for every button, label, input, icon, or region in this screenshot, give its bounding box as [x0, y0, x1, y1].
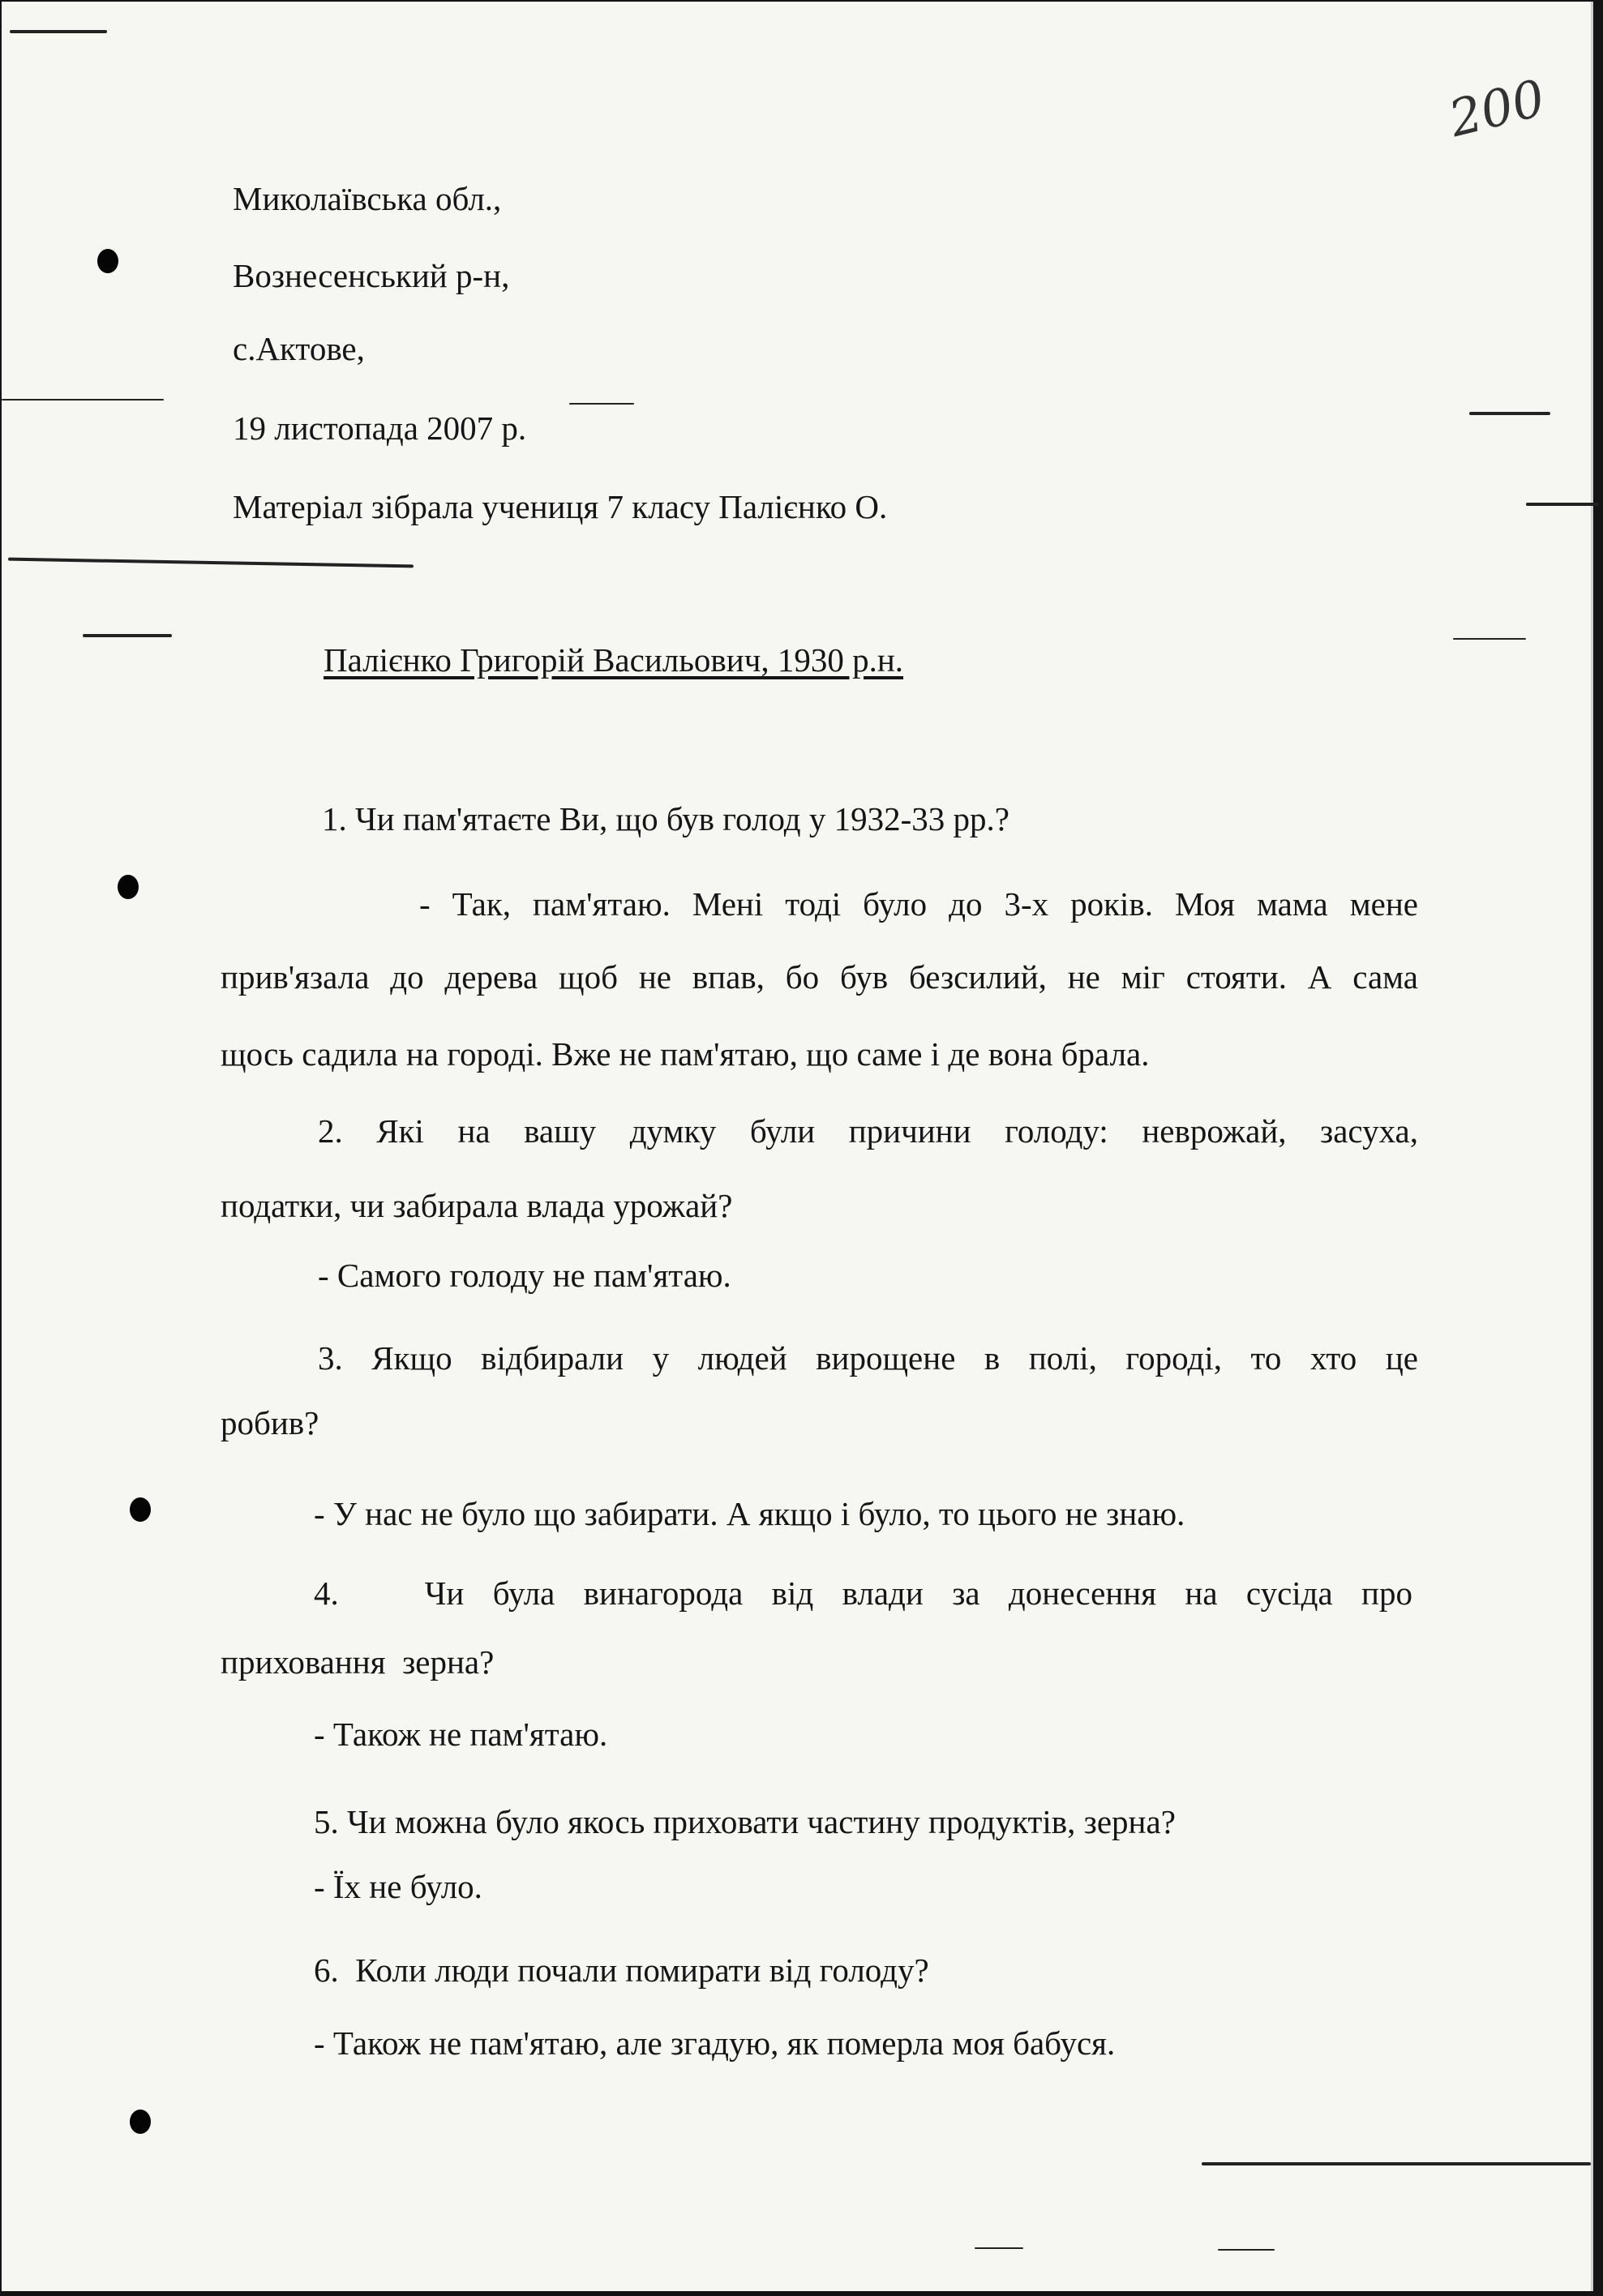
answer-1-line-2: прив'язала до дерева щоб не впав, бо був безсилий, не міг стояти. А сама: [221, 958, 1418, 996]
answer-6: - Також не пам'ятаю, але згадую, як померла моя бабуся.: [314, 2024, 1116, 2062]
scan-mark: [569, 403, 634, 405]
header-village: с.Актове,: [233, 330, 365, 367]
question-2-line-1: 2. Які на вашу думку були причини голоду: неврожай, засуха,: [318, 1112, 1418, 1150]
scan-mark: [1218, 2249, 1275, 2251]
header-collector: Матеріал зібрала учениця 7 класу Палієнко О.: [233, 488, 888, 525]
scan-mark: [10, 30, 107, 33]
answer-1-line-1: - Так, пам'ятаю. Мені тоді було до 3-х років. Моя мама мене: [419, 885, 1418, 923]
question-6: 6. Коли люди почали помирати від голоду?: [314, 1951, 929, 1989]
answer-3: - У нас не було що забирати. А якщо і було, то цього не знаю.: [314, 1495, 1185, 1532]
scan-mark: [1453, 638, 1526, 640]
answer-5: - Їх не було.: [314, 1868, 482, 1905]
header-district: Вознесенський р-н,: [233, 257, 510, 294]
scan-mark: [1526, 503, 1599, 506]
scan-mark: [975, 2247, 1023, 2249]
scan-mark: [1469, 412, 1550, 415]
header-region: Миколаївська обл.,: [233, 180, 502, 217]
question-3-line-1: 3. Якщо відбирали у людей вирощене в полі, городі, то хто це: [318, 1339, 1418, 1377]
punch-hole-2: [118, 875, 139, 899]
question-1: 1. Чи пам'ятаєте Ви, що був голод у 1932-33 рр.?: [322, 800, 1010, 837]
question-3-line-2: робив?: [221, 1404, 319, 1441]
question-5: 5. Чи можна було якось приховати частину продуктів, зерна?: [314, 1803, 1176, 1840]
punch-hole-1: [97, 249, 118, 273]
question-4-line-1: 4. Чи була винагорода від влади за донесення на сусіда про: [314, 1574, 1412, 1612]
scan-mark: [8, 558, 414, 568]
scan-mark: [83, 634, 172, 637]
answer-2: - Самого голоду не пам'ятаю.: [318, 1257, 731, 1294]
document-page: [2, 2, 1593, 2291]
answer-4: - Також не пам'ятаю.: [314, 1716, 608, 1753]
header-date: 19 листопада 2007 р.: [233, 409, 527, 447]
punch-hole-4: [130, 2110, 151, 2134]
handwritten-page-number: 200: [1442, 67, 1551, 149]
answer-1-line-3: щось садила на городі. Вже не пам'ятаю, що саме і де вона брала.: [221, 1035, 1150, 1073]
punch-hole-3: [130, 1497, 151, 1522]
respondent-title: Палієнко Григорій Васильович, 1930 р.н.: [324, 641, 904, 679]
scan-mark: [2, 399, 164, 401]
scan-mark: [1202, 2162, 1591, 2165]
question-2-line-2: податки, чи забирала влада урожай?: [221, 1187, 733, 1224]
question-4-line-2: приховання зерна?: [221, 1643, 495, 1681]
